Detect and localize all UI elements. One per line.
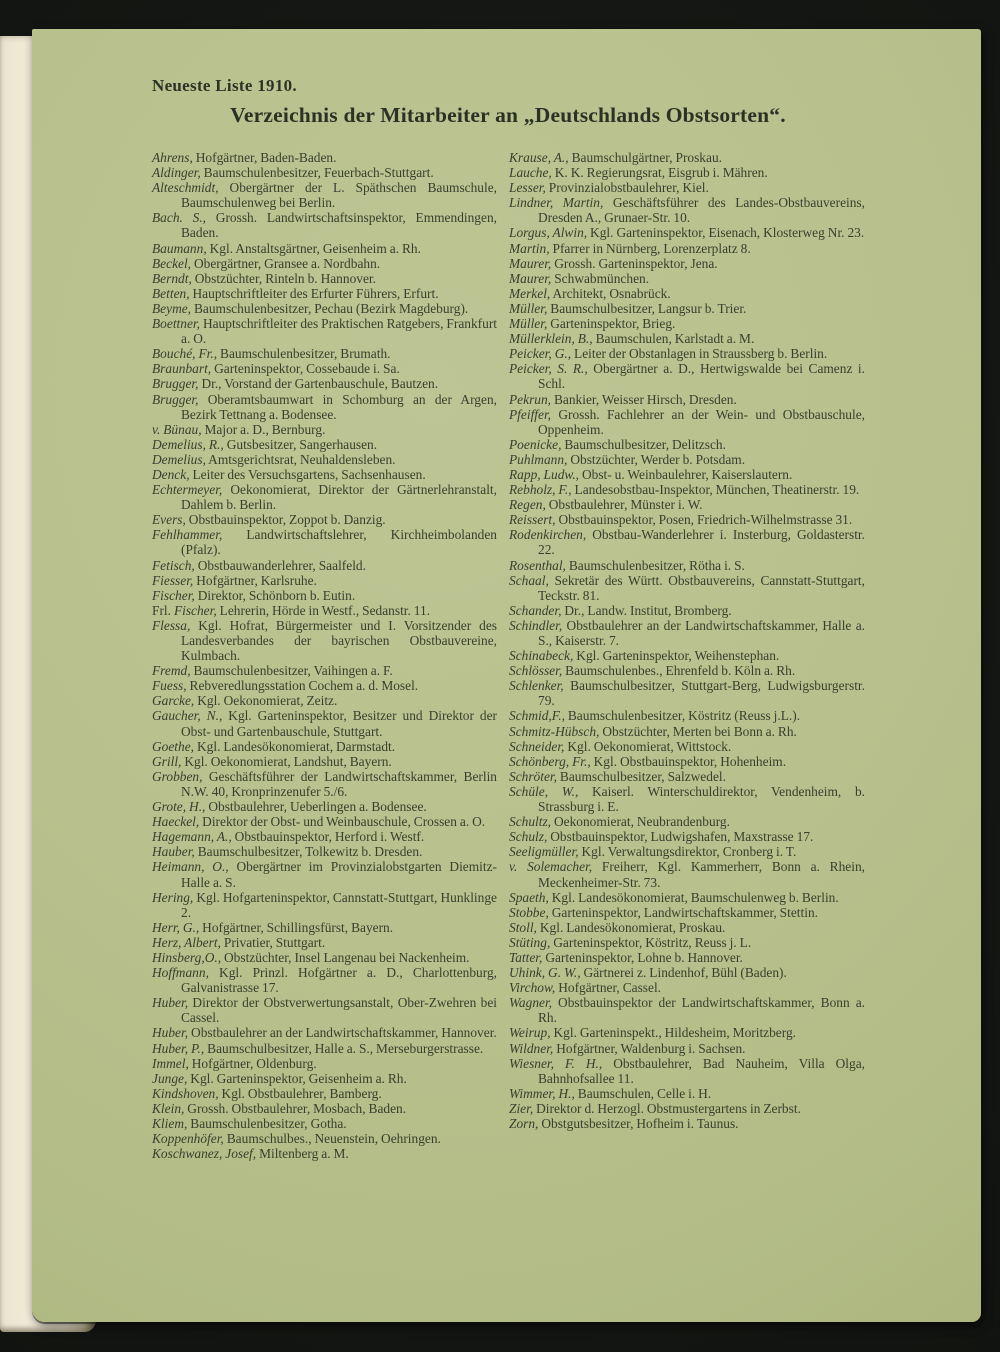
directory-entry: Grill, Kgl. Oekonomierat, Landshut, Bayern. [152, 753, 392, 769]
contributor-name: Müller, [509, 300, 548, 316]
contributor-name: Demelius, R., [152, 436, 224, 452]
directory-entry: Koschwanez, Josef, Miltenberg a. M. [152, 1146, 349, 1162]
contributor-name: Baumann, [152, 240, 207, 256]
contributor-name: Kindshoven, [152, 1085, 219, 1101]
contributor-name: Klein, [152, 1100, 185, 1116]
contributor-name: Evers, [152, 512, 186, 528]
directory-entry: Schlenker, Baumschulbesitzer, Stuttgart-Berg, Ludwigsburgerstr. 79. [509, 678, 865, 709]
contributor-name: Krause, A., [509, 150, 569, 165]
contributor-name: Denck, [152, 466, 190, 482]
contributor-name: Uhink, G. W., [509, 965, 581, 981]
directory-entry: Seeligmüller, Kgl. Verwaltungsdirektor, Cronberg i. T. [509, 844, 797, 860]
contributor-name: Herz, Albert, [152, 934, 221, 950]
contributor-name: Stobbe, [509, 904, 549, 920]
directory-entry: Hoffmann, Kgl. Prinzl. Hofgärtner a. D., Charlottenburg, Galvanistrasse 17. [152, 965, 497, 996]
directory-entry: Wildner, Hofgärtner, Waldenburg i. Sachsen. [509, 1040, 746, 1056]
contributor-name: Fischer, [152, 587, 195, 603]
directory-entry: Peicker, S. R., Obergärtner a. D., Hertwigswalde bei Camenz i. Schl. [509, 361, 865, 392]
contributor-name: Koppenhöfer, [152, 1131, 224, 1147]
directory-entry: Herz, Albert, Privatier, Stuttgart. [152, 934, 326, 950]
contributor-name: Müllerklein, B., [509, 331, 593, 347]
directory-entry: Grote, H., Obstbaulehrer, Ueberlingen a. Bodensee. [152, 799, 427, 815]
directory-entry: Fremd, Baumschulenbesitzer, Vaihingen a. F. [152, 663, 393, 679]
contributor-name: Huber, [152, 995, 189, 1011]
directory-entry: Rodenkirchen, Obstbau-Wanderlehrer i. Insterburg, Goldasterstr. 22. [509, 527, 865, 558]
directory-entry: Pfeiffer, Grossh. Fachlehrer an der Wein- und Obstbauschule, Oppenheim. [509, 406, 865, 437]
directory-entry: Fuess, Rebveredlungsstation Cochem a. d. Mosel. [152, 678, 419, 694]
directory-entry: Martin, Pfarrer in Nürnberg, Lorenzerplatz 8. [509, 240, 751, 256]
directory-entry: Schulz, Obstbauinspektor, Ludwigshafen, Maxstrasse 17. [509, 829, 814, 845]
contributor-name: Pekrun, [509, 391, 552, 407]
contributor-name: Garcke, [152, 693, 195, 709]
directory-entry: Krause, A., Baumschulgärtner, Proskau. [509, 150, 722, 165]
contributor-name: Goethe, [152, 738, 195, 754]
contributor-name: Seeligmüller, [509, 844, 579, 860]
contributor-name: Rebholz, F., [509, 482, 572, 498]
contributor-name: Alteschmidt, [152, 180, 219, 196]
directory-entry: Schaal, Sekretär des Württ. Obstbauvereins, Cannstatt-Stuttgart, Teckstr. 81. [509, 572, 865, 603]
contributor-name: Junge, [152, 1070, 188, 1086]
directory-entry: Herr, G., Hofgärtner, Schillingsfürst, Bayern. [152, 919, 394, 935]
contributor-name: Pfeiffer, [509, 406, 552, 422]
directory-entry: Spaeth, Kgl. Landesökonomierat, Baumschulenweg b. Berlin. [509, 889, 839, 905]
directory-entry: Denck, Leiter des Versuchsgartens, Sachsenhausen. [152, 466, 426, 482]
contributor-name: Lesser, [509, 180, 546, 196]
directory-entry: Berndt, Obstzüchter, Rinteln b. Hannover. [152, 270, 376, 286]
directory-entry: Fischer, Direktor, Schönborn b. Eutin. [152, 587, 356, 603]
contributor-name: Schmid,F., [509, 708, 565, 724]
contributor-name: Gaucher, N., [152, 708, 223, 724]
contributor-name: Fuess, [152, 678, 187, 694]
contributor-name: Peicker, G., [509, 346, 572, 362]
directory-entry: Virchow, Hofgärtner, Cassel. [509, 980, 662, 996]
contributor-name: Zier, [509, 1100, 534, 1116]
directory-entry: Kliem, Baumschulenbesitzer, Gotha. [152, 1116, 347, 1131]
contributor-name: Huber, P., [152, 1040, 205, 1056]
directory-entry: Schmid,F., Baumschulenbesitzer, Köstritz (Reuss j.L.). [509, 708, 801, 724]
contributor-name: Herr, G., [152, 919, 200, 935]
directory-entry: Rebholz, F., Landesobstbau-Inspektor, München, Theatinerstr. 19. [509, 482, 860, 498]
directory-entry: Stobbe, Garteninspektor, Landwirtschaftskammer, Stettin. [509, 904, 818, 920]
directory-entry: Schneider, Kgl. Oekonomierat, Wittstock. [509, 738, 732, 754]
directory-entry: Fiesser, Hofgärtner, Karlsruhe. [152, 572, 317, 588]
directory-entry: Alteschmidt, Obergärtner der L. Späthschen Baumschule, Baumschulenweg bei Berlin. [152, 180, 497, 211]
directory-entry: Puhlmann, Obstzüchter, Werder b. Potsdam. [509, 451, 746, 467]
directory-entry: Maurer, Grossh. Garteninspektor, Jena. [509, 255, 718, 271]
directory-entry: Hinsberg,O., Obstzüchter, Insel Langenau bei Nackenheim. [152, 949, 470, 965]
directory-entry: Regen, Obstbaulehrer, Münster i. W. [509, 497, 703, 513]
contributor-name: Wiesner, F. H., [509, 1055, 603, 1071]
contributor-name: Koschwanez, Josef, [152, 1146, 257, 1162]
contributor-name: Grote, H., [152, 799, 206, 815]
contributor-name: Brugger, [152, 391, 199, 407]
directory-entry: Schander, Dr., Landw. Institut, Bromberg. [509, 602, 732, 618]
directory-entry: Haeckel, Direktor der Obst- und Weinbauschule, Crossen a. O. [152, 814, 486, 830]
page-title: Verzeichnis der Mitarbeiter an „Deutschlands Obstsorten“. [230, 103, 786, 127]
directory-entry: Huber, P., Baumschulbesitzer, Halle a. S., Merseburgerstrasse. [152, 1040, 484, 1056]
directory-entry: Beckel, Obergärtner, Gransee a. Nordbahn. [152, 255, 381, 271]
directory-entry: Müllerklein, B., Baumschulen, Karlstadt a. M. [509, 331, 755, 347]
contributor-name: Brugger, [152, 376, 199, 392]
contributor-name: Wildner, [509, 1040, 554, 1056]
contributor-name: Fischer, [173, 602, 217, 618]
contributor-name: Poenicke, [509, 436, 562, 452]
directory-entry: Schlösser, Baumschulenbes., Ehrenfeld b. Köln a. Rh. [509, 663, 796, 679]
directory-entry: Aldinger, Baumschulenbesitzer, Feuerbach-Stuttgart. [152, 165, 434, 181]
contributor-name: Schröter, [509, 768, 557, 784]
contributor-name: Rapp, Ludw., [509, 466, 580, 482]
directory-entry: v. Bünau, Major a. D., Bernburg. [152, 421, 326, 437]
directory-entry: Uhink, G. W., Gärtnerei z. Lindenhof, Bühl (Baden). [509, 965, 787, 981]
directory-entry: Braunbart, Garteninspektor, Cossebaude i. Sa. [152, 361, 400, 377]
contributor-name: Beyme, [152, 300, 192, 316]
contributor-name: Ahrens, [152, 150, 193, 165]
contributor-name: Virchow, [509, 980, 556, 996]
directory-entry: Rosenthal, Baumschulenbesitzer, Rötha i. S. [509, 557, 745, 573]
directory-entry: Schönberg, Fr., Kgl. Obstbauinspektor, Hohenheim. [509, 753, 787, 769]
directory-column-left [152, 150, 497, 1161]
contributor-name: Lorgus, Alwin, [509, 225, 588, 241]
directory-entry: Reissert, Obstbauinspektor, Posen, Friedrich-Wilhelmstrasse 31. [509, 512, 853, 528]
contributor-name: Aldinger, [152, 165, 201, 181]
directory-entry: Junge, Kgl. Garteninspektor, Geisenheim a. Rh. [152, 1070, 407, 1086]
directory-entry: Heimann, O., Obergärtner im Provinzialobstgarten Diemitz-Halle a. S. [152, 859, 497, 890]
directory-entry: Stüting, Garteninspektor, Köstritz, Reuss j. L. [509, 934, 752, 950]
contributor-name: Schulz, [509, 829, 548, 845]
contributor-name: Fiesser, [152, 572, 194, 588]
directory-entry: Demelius, R., Gutsbesitzer, Sangerhausen. [152, 436, 378, 452]
directory-entry: Ahrens, Hofgärtner, Baden-Baden. [152, 150, 337, 165]
contributor-name: Wagner, [509, 995, 553, 1011]
contributor-name: Rodenkirchen, [509, 527, 587, 543]
contributor-name: Hauber, [152, 844, 195, 860]
directory-entry: Peicker, G., Leiter der Obstanlagen in Straussberg b. Berlin. [509, 346, 828, 362]
contributor-name: Fetisch, [152, 557, 195, 573]
contributor-name: Berndt, [152, 270, 192, 286]
directory-entry: Lindner, Martin, Geschäftsführer des Landes-Obstbauvereins, Dresden A., Grunaer-Str. 10. [509, 195, 865, 226]
book-page [32, 29, 981, 1322]
contributor-name: Zorn, [509, 1116, 539, 1131]
directory-entry: Poenicke, Baumschulbesitzer, Delitzsch. [509, 436, 726, 452]
directory-entry: Schultz, Oekonomierat, Neubrandenburg. [509, 814, 730, 830]
directory-entry: Boettner, Hauptschriftleiter des Praktischen Ratgebers, Frankfurt a. O. [152, 316, 497, 347]
contributor-name: Maurer, [509, 255, 552, 271]
contributor-name: Boettner, [152, 316, 200, 332]
contributor-name: Stüting, [509, 934, 551, 950]
directory-entry: Schmitz-Hübsch, Obstzüchter, Merten bei Bonn a. Rh. [509, 723, 797, 739]
directory-entry: Zorn, Obstgutsbesitzer, Hofheim i. Taunus. [509, 1116, 739, 1131]
directory-column-right [509, 150, 865, 1161]
contributor-name: Hagemann, A., [152, 829, 232, 845]
directory-entry: Wimmer, H., Baumschulen, Celle i. H. [509, 1085, 712, 1101]
directory-entry: Brugger, Dr., Vorstand der Gartenbauschule, Bautzen. [152, 376, 439, 392]
contributor-name: Schüle, W., [509, 783, 579, 799]
contributor-name: Bach. S., [152, 210, 207, 226]
contributor-name: Fremd, [152, 663, 191, 679]
contributor-name: Flessa, [152, 617, 191, 633]
directory-entry: Hering, Kgl. Hofgarteninspektor, Cannstatt-Stuttgart, Hunklinge 2. [152, 889, 497, 920]
directory-entry: Koppenhöfer, Baumschulbes., Neuenstein, Oehringen. [152, 1131, 441, 1147]
edition-label: Neueste Liste 1910. [152, 76, 297, 95]
directory-entry: Flessa, Kgl. Hofrat, Bürgermeister und I. Vorsitzender des Landesverbandes der bayrischen Obstbauvereine, Kulmbach. [152, 617, 497, 664]
contributor-directory [152, 150, 899, 1161]
contributor-name: Kliem, [152, 1116, 188, 1131]
contributor-name: Müller, [509, 316, 548, 332]
contributor-name: Schander, [509, 602, 562, 618]
directory-entry: Beyme, Baumschulenbesitzer, Pechau (Bezirk Magdeburg). [152, 300, 469, 316]
directory-entry: Merkel, Architekt, Osnabrück. [509, 285, 671, 301]
directory-entry: Huber, Obstbaulehrer an der Landwirtschaftskammer, Hannover. [152, 1025, 497, 1041]
contributor-name: Schindler, [509, 617, 563, 633]
directory-entry: Lauche, K. K. Regierungsrat, Eisgrub i. Mähren. [509, 165, 768, 181]
directory-entry: Weirup, Kgl. Garteninspekt., Hildesheim, Moritzberg. [509, 1025, 797, 1041]
directory-entry: Frl. Fischer, Lehrerin, Hörde in Westf., Sedanstr. 11. [152, 602, 431, 618]
directory-entry: Bach. S., Grossh. Landwirtschaftsinspektor, Emmendingen, Baden. [152, 210, 497, 241]
contributor-name: Spaeth, [509, 889, 549, 905]
contributor-name: Puhlmann, [509, 451, 568, 467]
contributor-name: Betten, [152, 285, 190, 301]
contributor-name: v. Bünau, [152, 421, 202, 437]
directory-entry: Immel, Hofgärtner, Oldenburg. [152, 1055, 317, 1071]
contributor-name: Merkel, [509, 285, 551, 301]
contributor-name: Haeckel, [152, 814, 200, 830]
directory-entry: Baumann, Kgl. Anstaltsgärtner, Geisenheim a. Rh. [152, 240, 421, 256]
directory-entry: Gaucher, N., Kgl. Garteninspektor, Besitzer und Direktor der Obst- und Gartenbauschule, Stuttgart. [152, 708, 497, 739]
directory-entry: Lesser, Provinzialobstbaulehrer, Kiel. [509, 180, 709, 196]
directory-entry: Hauber, Baumschulbesitzer, Tolkewitz b. Dresden. [152, 844, 423, 860]
contributor-name: Hoffmann, [152, 965, 209, 981]
contributor-name: Schaal, [509, 572, 549, 588]
directory-entry: Fetisch, Obstbauwanderlehrer, Saalfeld. [152, 557, 366, 573]
contributor-name: Reissert, [509, 512, 556, 528]
directory-entry: Grobben, Geschäftsführer der Landwirtschaftskammer, Berlin N.W. 40, Kronprinzenufer 5./6. [152, 768, 497, 799]
contributor-name: Braunbart, [152, 361, 212, 377]
directory-entry: Rapp, Ludw., Obst- u. Weinbaulehrer, Kaiserslautern. [509, 466, 793, 482]
directory-entry: Brugger, Oberamtsbaumwart in Schomburg an der Argen, Bezirk Tettnang a. Bodensee. [152, 391, 497, 422]
directory-entry: Fehlhammer, Landwirtschaftslehrer, Kirchheimbolanden (Pfalz). [152, 527, 497, 558]
directory-entry: Zier, Direktor d. Herzogl. Obstmustergartens in Zerbst. [509, 1100, 801, 1116]
directory-entry: Wiesner, F. H., Obstbaulehrer, Bad Nauheim, Villa Olga, Bahnhofsallee 11. [509, 1055, 865, 1086]
directory-entry: Garcke, Kgl. Oekonomierat, Zeitz. [152, 693, 338, 709]
directory-entry: Goethe, Kgl. Landesökonomierat, Darmstadt. [152, 738, 396, 754]
contributor-name: Immel, [152, 1055, 189, 1071]
directory-entry: Pekrun, Bankier, Weisser Hirsch, Dresden. [509, 391, 737, 407]
directory-entry: Wagner, Obstbauinspektor der Landwirtschaftskammer, Bonn a. Rh. [509, 995, 865, 1026]
contributor-name: Bouché, Fr., [152, 346, 218, 362]
directory-entry: Bouché, Fr., Baumschulenbesitzer, Brumath. [152, 346, 391, 362]
directory-entry: Evers, Obstbauinspektor, Zoppot b. Danzig. [152, 512, 386, 528]
directory-entry: Stoll, Kgl. Landesökonomierat, Proskau. [509, 919, 726, 935]
directory-entry: Schröter, Baumschulbesitzer, Salzwedel. [509, 768, 726, 784]
contributor-name: Tatter, [509, 949, 543, 965]
directory-entry: Betten, Hauptschriftleiter des Erfurter Führers, Erfurt. [152, 285, 439, 301]
contributor-name: Demelius, [152, 451, 206, 467]
contributor-name: Grobben, [152, 768, 203, 784]
contributor-name: Heimann, O., [152, 859, 229, 875]
contributor-name: Schlösser, [509, 663, 563, 679]
directory-entry: Kindshoven, Kgl. Obstbaulehrer, Bamberg. [152, 1085, 382, 1101]
directory-entry: Hagemann, A., Obstbauinspektor, Herford i. Westf. [152, 829, 425, 845]
contributor-name: Schlenker, [509, 678, 564, 694]
directory-entry: Schinabeck, Kgl. Garteninspektor, Weihenstephan. [509, 648, 780, 664]
directory-entry: Demelius, Amtsgerichtsrat, Neuhaldensleben. [152, 451, 396, 467]
contributor-name: Peicker, S. R., [509, 361, 588, 377]
contributor-name: Wimmer, H., [509, 1085, 575, 1101]
directory-entry: v. Solemacher, Freiherr, Kgl. Kammerherr, Bonn a. Rhein, Meckenheimer-Str. 73. [509, 859, 866, 890]
directory-entry: Echtermeyer, Oekonomierat, Direktor der Gärtnerlehranstalt, Dahlem b. Berlin. [152, 482, 497, 513]
directory-entry: Maurer, Schwabmünchen. [509, 270, 650, 286]
directory-entry: Lorgus, Alwin, Kgl. Garteninspektor, Eisenach, Klosterweg Nr. 23. [509, 225, 865, 241]
contributor-name: Huber, [152, 1025, 189, 1041]
contributor-name: Stoll, [509, 919, 537, 935]
contributor-name: Schönberg, Fr., [509, 753, 591, 769]
contributor-name: Rosenthal, [509, 557, 566, 573]
directory-entry: Schindler, Obstbaulehrer an der Landwirtschaftskammer, Halle a. S., Kaiserstr. 7. [509, 617, 865, 648]
contributor-name: Hinsberg,O., [152, 949, 222, 965]
directory-entry: Huber, Direktor der Obstverwertungsanstalt, Ober-Zwehren bei Cassel. [152, 995, 497, 1026]
contributor-name: Hering, [152, 889, 194, 905]
directory-entry: Klein, Grossh. Obstbaulehrer, Mosbach, Baden. [152, 1100, 407, 1116]
contributor-name: Fehlhammer, [152, 527, 223, 543]
contributor-name: Lindner, Martin, [509, 195, 604, 211]
directory-entry: Müller, Baumschulbesitzer, Langsur b. Trier. [509, 300, 747, 316]
contributor-name: v. Solemacher, [509, 859, 593, 875]
contributor-name: Echtermeyer, [152, 482, 223, 498]
contributor-name: Beckel, [152, 255, 192, 271]
directory-entry: Tatter, Garteninspektor, Lohne b. Hannover. [509, 949, 743, 965]
contributor-name: Grill, [152, 753, 182, 769]
contributor-name: Schmitz-Hübsch, [509, 723, 600, 739]
contributor-name: Lauche, [509, 165, 552, 181]
contributor-name: Schinabeck, [509, 648, 574, 664]
directory-entry: Schüle, W., Kaiserl. Winterschuldirektor, Vendenheim, b. Strassburg i. E. [509, 783, 865, 815]
contributor-name: Schultz, [509, 814, 552, 830]
contributor-name: Maurer, [509, 270, 552, 286]
directory-entry: Müller, Garteninspektor, Brieg. [509, 316, 676, 332]
contributor-name: Martin, [509, 240, 550, 256]
contributor-name: Regen, [509, 497, 546, 513]
contributor-name: Weirup, [509, 1025, 551, 1041]
contributor-name: Schneider, [509, 738, 565, 754]
